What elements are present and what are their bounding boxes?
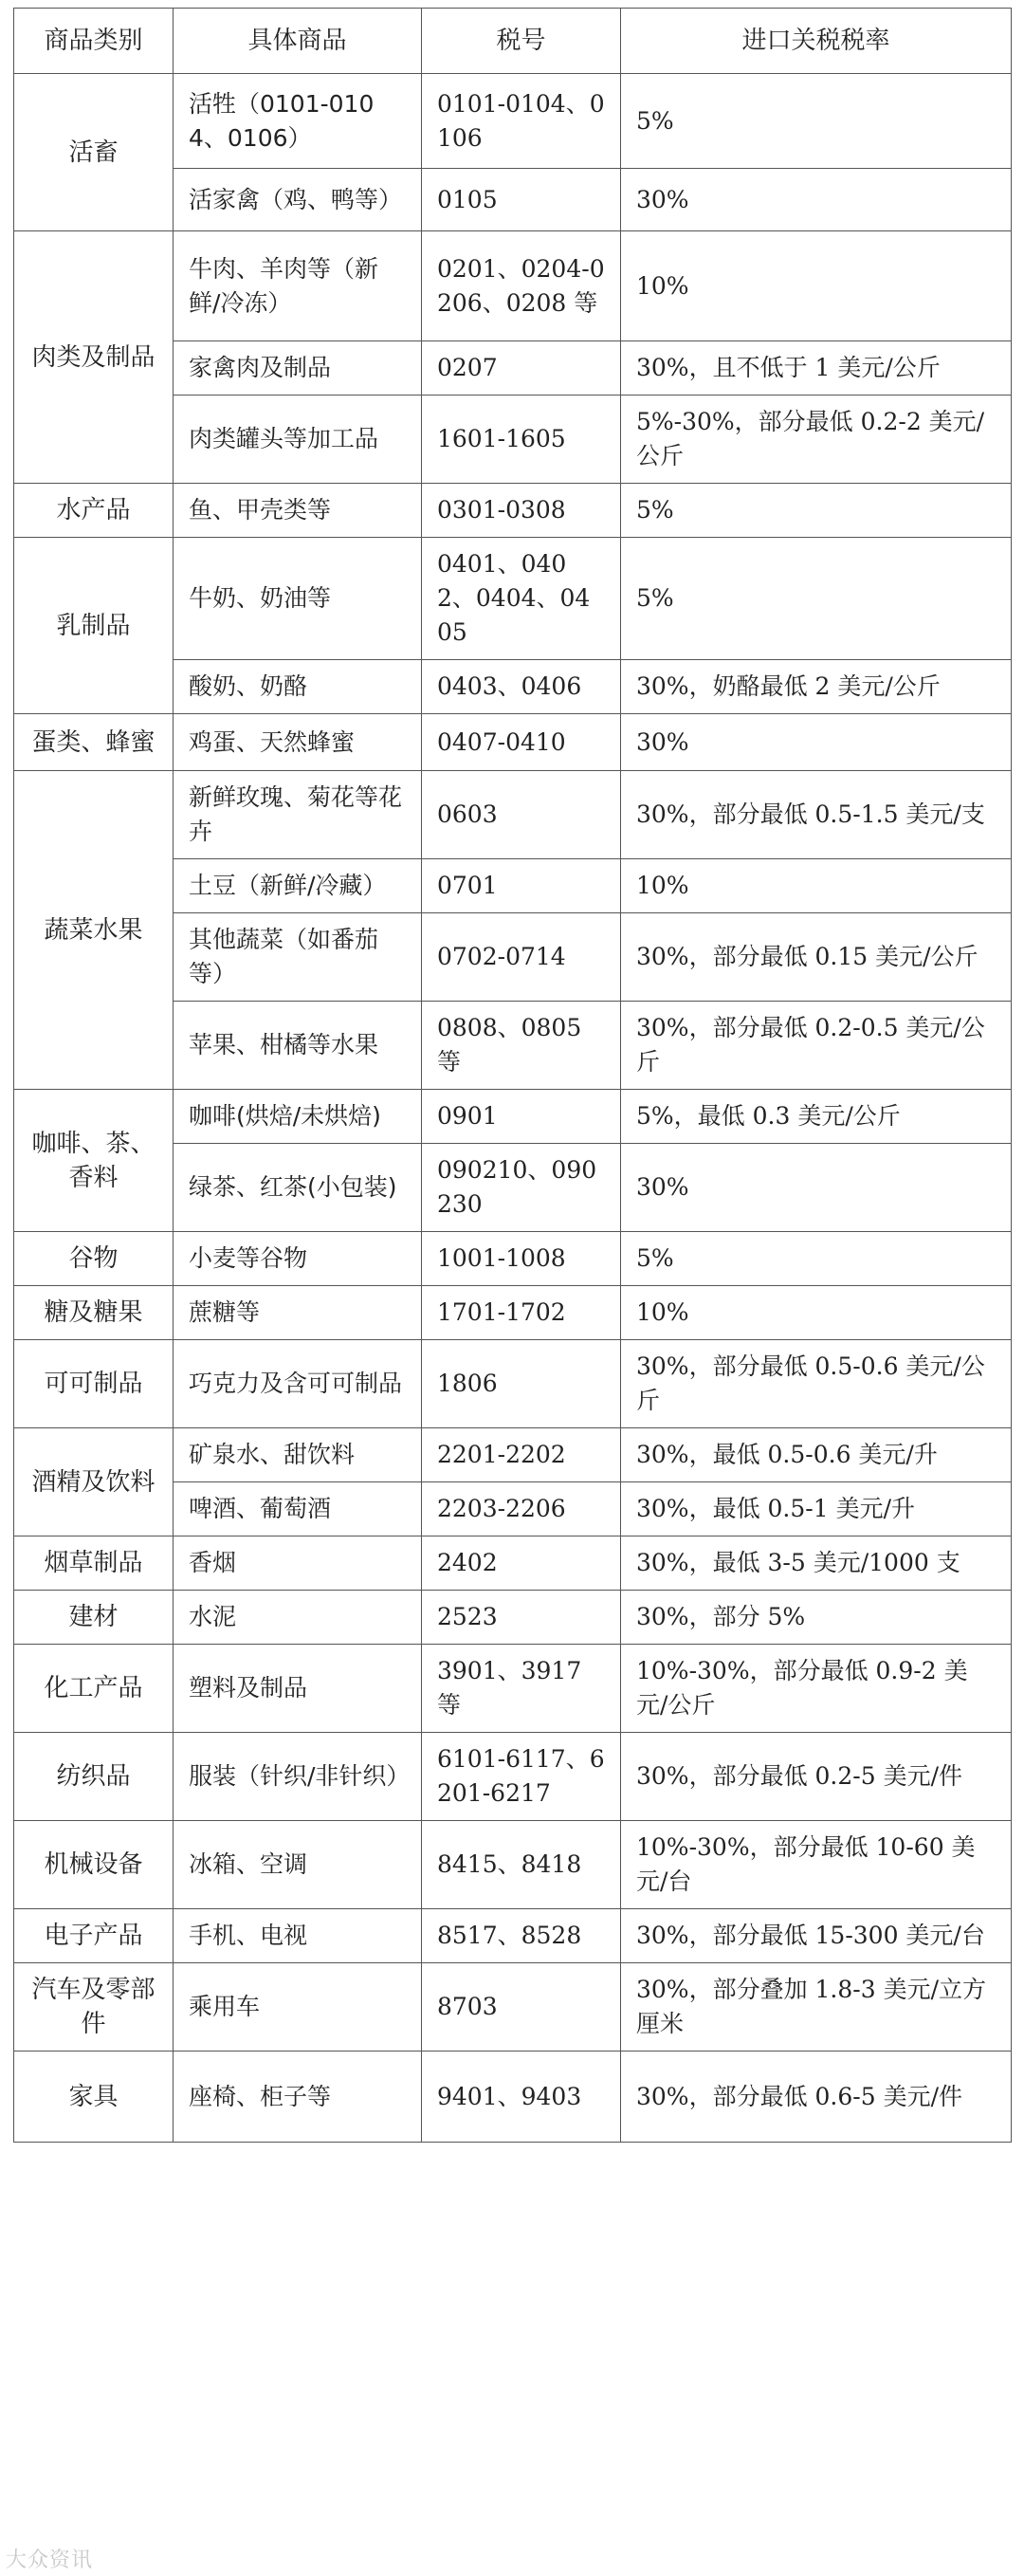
- rate-cell: 30%，且不低于 1 美元/公斤: [621, 341, 1012, 396]
- product-cell: 服装（针织/非针织）: [174, 1733, 422, 1821]
- category-cell: 酒精及饮料: [14, 1428, 174, 1536]
- table-row: [14, 1733, 1012, 1821]
- product-cell: 水泥: [174, 1591, 422, 1645]
- code-cell: 0701: [422, 859, 621, 913]
- rate-cell: 30%，奶酪最低 2 美元/公斤: [621, 660, 1012, 714]
- code-cell: 0201、0204-0206、0208 等: [422, 231, 621, 341]
- table-row: [14, 1232, 1012, 1286]
- code-cell: 8415、8418: [422, 1821, 621, 1909]
- product-cell: 牛奶、奶油等: [174, 538, 422, 660]
- code-cell: 8703: [422, 1963, 621, 2052]
- code-cell: 1806: [422, 1340, 621, 1428]
- rate-cell: 30%，部分 5%: [621, 1591, 1012, 1645]
- code-cell: 0808、0805 等: [422, 1002, 621, 1090]
- code-cell: 0407-0410: [422, 714, 621, 771]
- rate-cell: 5%: [621, 1232, 1012, 1286]
- watermark-text: 大众资讯: [6, 2548, 94, 2572]
- table-row: [14, 231, 1012, 341]
- rate-cell: 5%: [621, 484, 1012, 538]
- rate-cell: 30%: [621, 1144, 1012, 1232]
- category-cell: 肉类及制品: [14, 231, 174, 484]
- table-row: [14, 1428, 1012, 1482]
- product-cell: 小麦等谷物: [174, 1232, 422, 1286]
- code-cell: 8517、8528: [422, 1909, 621, 1963]
- code-cell: 0403、0406: [422, 660, 621, 714]
- table-row: [14, 74, 1012, 169]
- product-cell: 香烟: [174, 1536, 422, 1591]
- category-cell: 化工产品: [14, 1645, 174, 1733]
- code-cell: 0901: [422, 1090, 621, 1144]
- code-cell: 2402: [422, 1536, 621, 1591]
- tariff-table: [13, 8, 1012, 2143]
- category-cell: 活畜: [14, 74, 174, 231]
- table-row: [14, 1909, 1012, 1963]
- rate-cell: 30%，部分叠加 1.8-3 美元/立方厘米: [621, 1963, 1012, 2052]
- table-row: [14, 1963, 1012, 2052]
- header-row: [14, 9, 1012, 74]
- rate-cell: 10%: [621, 859, 1012, 913]
- category-cell: 糖及糖果: [14, 1286, 174, 1340]
- rate-cell: 10%-30%，部分最低 10-60 美元/台: [621, 1821, 1012, 1909]
- table-row: [14, 1536, 1012, 1591]
- header-rate: 进口关税税率: [621, 9, 1012, 74]
- table-row: [14, 2052, 1012, 2143]
- code-cell: 1001-1008: [422, 1232, 621, 1286]
- product-cell: 苹果、柑橘等水果: [174, 1002, 422, 1090]
- category-cell: 建材: [14, 1591, 174, 1645]
- product-cell: 座椅、柜子等: [174, 2052, 422, 2143]
- header-category: 商品类别: [14, 9, 174, 74]
- rate-cell: 30%，部分最低 0.2-5 美元/件: [621, 1733, 1012, 1821]
- table-row: [14, 714, 1012, 771]
- product-cell: 蔗糖等: [174, 1286, 422, 1340]
- category-cell: 烟草制品: [14, 1536, 174, 1591]
- table-row: [14, 1286, 1012, 1340]
- product-cell: 啤酒、葡萄酒: [174, 1482, 422, 1536]
- rate-cell: 30%，最低 3-5 美元/1000 支: [621, 1536, 1012, 1591]
- rate-cell: 30%，部分最低 15-300 美元/台: [621, 1909, 1012, 1963]
- category-cell: 蛋类、蜂蜜: [14, 714, 174, 771]
- table-row: [14, 771, 1012, 859]
- table-row: [14, 1340, 1012, 1428]
- product-cell: 塑料及制品: [174, 1645, 422, 1733]
- rate-cell: 30%，最低 0.5-1 美元/升: [621, 1482, 1012, 1536]
- code-cell: 090210、090230: [422, 1144, 621, 1232]
- rate-cell: 30%，部分最低 0.6-5 美元/件: [621, 2052, 1012, 2143]
- category-cell: 家具: [14, 2052, 174, 2143]
- category-cell: 纺织品: [14, 1733, 174, 1821]
- product-cell: 其他蔬菜（如番茄等）: [174, 913, 422, 1002]
- code-cell: 1601-1605: [422, 396, 621, 484]
- product-cell: 鸡蛋、天然蜂蜜: [174, 714, 422, 771]
- table-row: [14, 1645, 1012, 1733]
- code-cell: 9401、9403: [422, 2052, 621, 2143]
- rate-cell: 30%: [621, 169, 1012, 231]
- product-cell: 家禽肉及制品: [174, 341, 422, 396]
- rate-cell: 10%: [621, 1286, 1012, 1340]
- code-cell: 0207: [422, 341, 621, 396]
- rate-cell: 30%，部分最低 0.5-1.5 美元/支: [621, 771, 1012, 859]
- code-cell: 0603: [422, 771, 621, 859]
- rate-cell: 30%，最低 0.5-0.6 美元/升: [621, 1428, 1012, 1482]
- product-cell: 咖啡(烘焙/未烘焙): [174, 1090, 422, 1144]
- category-cell: 电子产品: [14, 1909, 174, 1963]
- product-cell: 冰箱、空调: [174, 1821, 422, 1909]
- rate-cell: 5%-30%，部分最低 0.2-2 美元/公斤: [621, 396, 1012, 484]
- table-row: [14, 1090, 1012, 1144]
- code-cell: 0401、0402、0404、0405: [422, 538, 621, 660]
- category-cell: 汽车及零部件: [14, 1963, 174, 2052]
- table-row: [14, 1591, 1012, 1645]
- tariff-table-container: [13, 8, 1011, 2143]
- category-cell: 咖啡、茶、香料: [14, 1090, 174, 1232]
- product-cell: 肉类罐头等加工品: [174, 396, 422, 484]
- product-cell: 活家禽（鸡、鸭等）: [174, 169, 422, 231]
- code-cell: 0101-0104、0106: [422, 74, 621, 169]
- code-cell: 1701-1702: [422, 1286, 621, 1340]
- category-cell: 水产品: [14, 484, 174, 538]
- product-cell: 牛肉、羊肉等（新鲜/冷冻）: [174, 231, 422, 341]
- product-cell: 绿茶、红茶(小包装): [174, 1144, 422, 1232]
- header-code: 税号: [422, 9, 621, 74]
- product-cell: 手机、电视: [174, 1909, 422, 1963]
- table-row: [14, 538, 1012, 660]
- rate-cell: 10%: [621, 231, 1012, 341]
- code-cell: 0301-0308: [422, 484, 621, 538]
- product-cell: 新鲜玫瑰、菊花等花卉: [174, 771, 422, 859]
- code-cell: 0105: [422, 169, 621, 231]
- rate-cell: 30%，部分最低 0.15 美元/公斤: [621, 913, 1012, 1002]
- rate-cell: 30%，部分最低 0.5-0.6 美元/公斤: [621, 1340, 1012, 1428]
- code-cell: 0702-0714: [422, 913, 621, 1002]
- category-cell: 乳制品: [14, 538, 174, 714]
- code-cell: 3901、3917 等: [422, 1645, 621, 1733]
- product-cell: 活牲（0101-0104、0106）: [174, 74, 422, 169]
- code-cell: 2523: [422, 1591, 621, 1645]
- table-row: [14, 484, 1012, 538]
- code-cell: 2203-2206: [422, 1482, 621, 1536]
- header-product: 具体商品: [174, 9, 422, 74]
- table-body: [14, 74, 1012, 2143]
- product-cell: 土豆（新鲜/冷藏）: [174, 859, 422, 913]
- table-row: [14, 1821, 1012, 1909]
- product-cell: 巧克力及含可可制品: [174, 1340, 422, 1428]
- rate-cell: 30%，部分最低 0.2-0.5 美元/公斤: [621, 1002, 1012, 1090]
- product-cell: 鱼、甲壳类等: [174, 484, 422, 538]
- rate-cell: 5%: [621, 538, 1012, 660]
- rate-cell: 5%: [621, 74, 1012, 169]
- product-cell: 酸奶、奶酪: [174, 660, 422, 714]
- rate-cell: 30%: [621, 714, 1012, 771]
- category-cell: 蔬菜水果: [14, 771, 174, 1090]
- rate-cell: 10%-30%，部分最低 0.9-2 美元/公斤: [621, 1645, 1012, 1733]
- rate-cell: 5%，最低 0.3 美元/公斤: [621, 1090, 1012, 1144]
- category-cell: 谷物: [14, 1232, 174, 1286]
- product-cell: 矿泉水、甜饮料: [174, 1428, 422, 1482]
- code-cell: 6101-6117、6201-6217: [422, 1733, 621, 1821]
- product-cell: 乘用车: [174, 1963, 422, 2052]
- code-cell: 2201-2202: [422, 1428, 621, 1482]
- category-cell: 可可制品: [14, 1340, 174, 1428]
- category-cell: 机械设备: [14, 1821, 174, 1909]
